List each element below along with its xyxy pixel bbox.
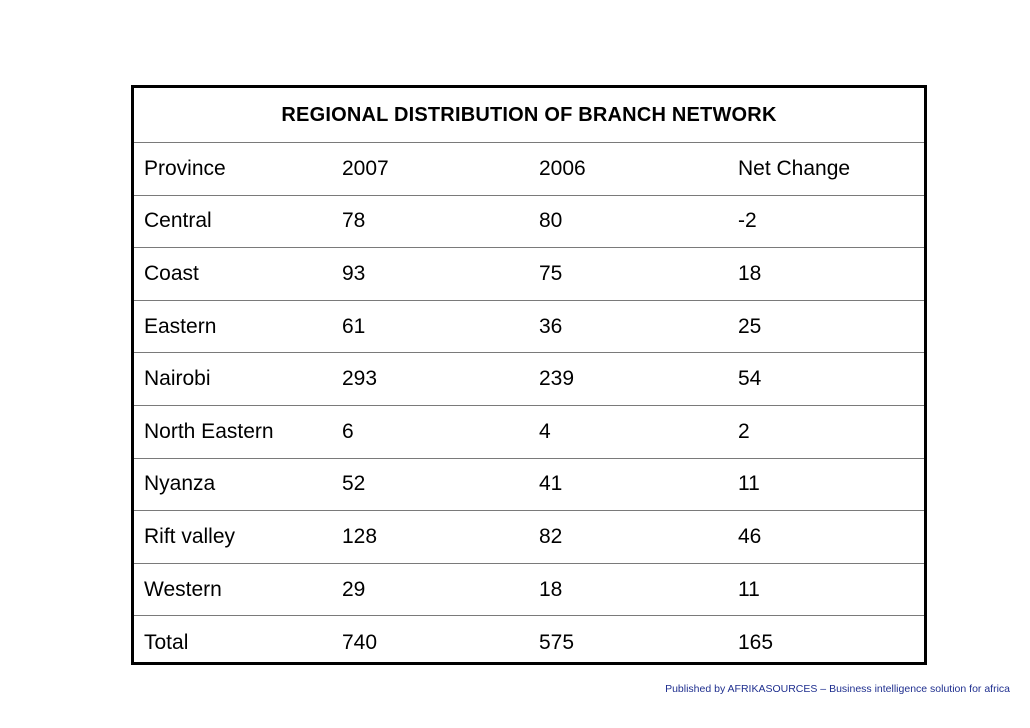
value-2007-cell: 61 — [342, 314, 366, 338]
table-row — [134, 301, 924, 354]
net-change-cell: 2 — [738, 419, 750, 443]
net-change-cell: 11 — [738, 472, 760, 496]
value-2006-cell: 4 — [539, 419, 551, 443]
value-2007-cell: 93 — [342, 261, 366, 285]
table-row — [134, 511, 924, 564]
province-cell: Rift valley — [144, 524, 236, 548]
table-row — [134, 459, 924, 512]
value-2007-cell: 78 — [342, 209, 366, 233]
value-2007-cell: 6 — [342, 419, 354, 443]
table-row — [134, 564, 924, 617]
total-label-cell: Total — [144, 630, 189, 654]
header-2007: 2007 — [342, 156, 389, 180]
province-cell: Nyanza — [144, 472, 216, 496]
net-change-cell: 46 — [738, 524, 762, 548]
table-row — [134, 196, 924, 249]
net-change-cell: 11 — [738, 577, 760, 601]
total-2007-cell: 740 — [342, 630, 378, 654]
value-2006-cell: 80 — [539, 209, 563, 233]
value-2006-cell: 36 — [539, 314, 563, 338]
value-2007-cell: 29 — [342, 577, 366, 601]
header-province: Province — [144, 156, 226, 180]
total-2006-cell: 575 — [539, 630, 575, 654]
table-row — [134, 248, 924, 301]
net-change-cell: 18 — [738, 261, 762, 285]
table-header-row — [134, 143, 924, 196]
province-cell: Nairobi — [144, 367, 211, 391]
table-row — [134, 353, 924, 406]
province-cell: Central — [144, 209, 212, 233]
value-2006-cell: 239 — [539, 367, 575, 391]
province-cell: Eastern — [144, 314, 217, 338]
header-2006: 2006 — [539, 156, 586, 180]
province-cell: North Eastern — [144, 419, 274, 443]
net-change-cell: 54 — [738, 367, 762, 391]
net-change-cell: 25 — [738, 314, 762, 338]
province-cell: Coast — [144, 261, 199, 285]
net-change-cell: -2 — [738, 209, 757, 233]
value-2006-cell: 18 — [539, 577, 563, 601]
value-2006-cell: 75 — [539, 261, 563, 285]
value-2007-cell: 52 — [342, 472, 366, 496]
branch-network-table — [131, 85, 927, 665]
value-2007-cell: 128 — [342, 524, 378, 548]
total-net-change-cell: 165 — [738, 630, 774, 654]
province-cell: Western — [144, 577, 222, 601]
value-2007-cell: 293 — [342, 367, 378, 391]
table-row — [134, 406, 924, 459]
publisher-footer: Published by AFRIKASOURCES – Business intelligence solution for africa — [665, 683, 1010, 695]
table-total-row — [134, 616, 924, 669]
value-2006-cell: 82 — [539, 524, 563, 548]
header-net-change: Net Change — [738, 156, 851, 180]
value-2006-cell: 41 — [539, 472, 563, 496]
table-title: REGIONAL DISTRIBUTION OF BRANCH NETWORK — [134, 88, 924, 143]
